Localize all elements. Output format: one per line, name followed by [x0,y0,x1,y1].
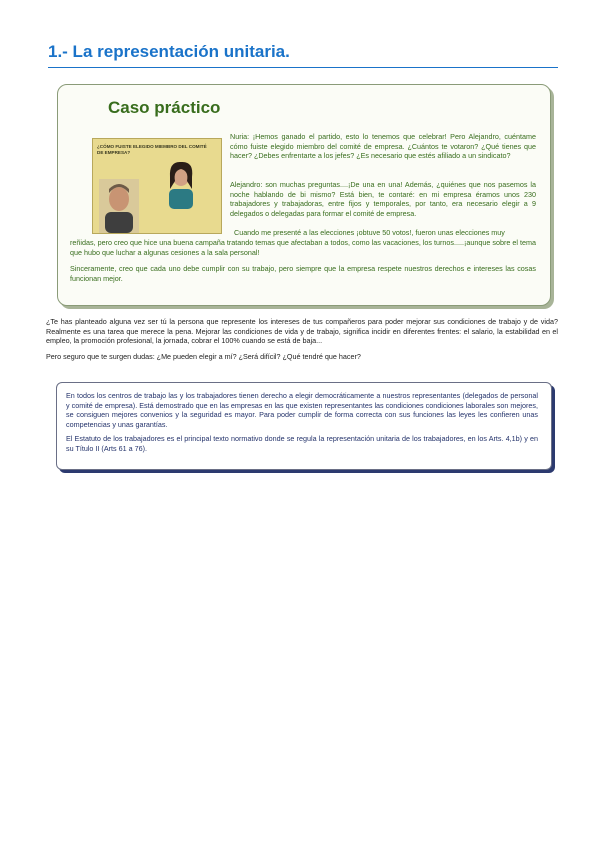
case-dialogue-elections: Cuando me presenté a las elecciones ¡obtuve 50 votos!, fueron unas elecciones muy [234,228,505,237]
case-study-title: Caso práctico [108,98,221,117]
case-dialogue-conclusion: Sinceramente, creo que cada uno debe cumplir con su trabajo, pero siempre que la empresa respete nuestros derechos e intereses las cosas funcionan mejor. [70,264,536,283]
case-study-illustration [92,138,222,234]
illustration-caption: ¿CÓMO FUISTE ELEGIDO MIEMBRO DEL COMITÉ DE EMPRESA? [97,144,207,155]
info-paragraph-statute: El Estatuto de los trabajadores es el principal texto normativo donde se regula la representación unitaria de los trabajadores, en los Arts. 4,1b) y en su Título II (Arts 61 a 76). [66,434,538,453]
case-dialogue-campaign: reñidas, pero creo que hice una buena campaña tratando temas que afectaban a todos, como las vacaciones, los turnos.....¡aunque sobre el tema que hubo que luchar a algunas cesiones a la sala personal! [70,238,536,257]
intro-paragraph: ¿Te has planteado alguna vez ser tú la persona que represente los intereses de tus compañeros para poder mejorar sus condiciones de trabajo y de vida? Realmente es una tarea que merece la pena. Mejorar las condiciones de vida y de trabajo, significa incidir en diferentes frentes: el salario, la estabilidad en el empleo, la promoción profesional, la jornada, cobrar el 100% cuando se está de baja... [46,317,558,346]
man-photo [99,179,139,233]
section-heading: 1.- La representación unitaria. [48,42,558,68]
info-box-text [66,391,538,459]
case-dialogue-nuria: Nuria: ¡Hemos ganado el partido, esto lo tenemos que celebrar! Pero Alejandro, cuéntame cómo fuiste elegido miembro del comité de empresa. ¿Cuántos te votaron? ¿Qué tienes que hacer? ¿Debes enfrentarte a los jefes? ¿Es necesario que estés afiliado a un sindicato? [230,132,536,161]
info-paragraph-rights: En todos los centros de trabajo las y los trabajadores tienen derecho a elegir democráticamente a nuestros representantes (delegados de personal y comité de empresa). Está demostrado que en las empresas en las que existen representantes las condiciones condiciones laborales son mejores, se consiguen mejores convenios y la seguridad es mayor. Para poder cumplir de forma correcta con sus funciones las leyes les confieren unas competencias y unas garantías. [66,391,538,429]
woman-photo [161,159,201,209]
questions-paragraph: Pero seguro que te surgen dudas: ¿Me pueden elegir a mí? ¿Será difícil? ¿Qué tendré que hacer? [46,352,361,361]
case-dialogue-alejandro: Alejandro: son muchas preguntas....¡De una en una! Además, ¿quiénes que nos pasemos la noche hablando de bi mismo? Está bien, te contaré: en mi empresa éramos unos 230 trabajadores y trabajadoras, entre fijos y temporales, por tanto, era necesario elegir a 9 delegados o delegadas para formar el comité de empresa. [230,180,536,218]
